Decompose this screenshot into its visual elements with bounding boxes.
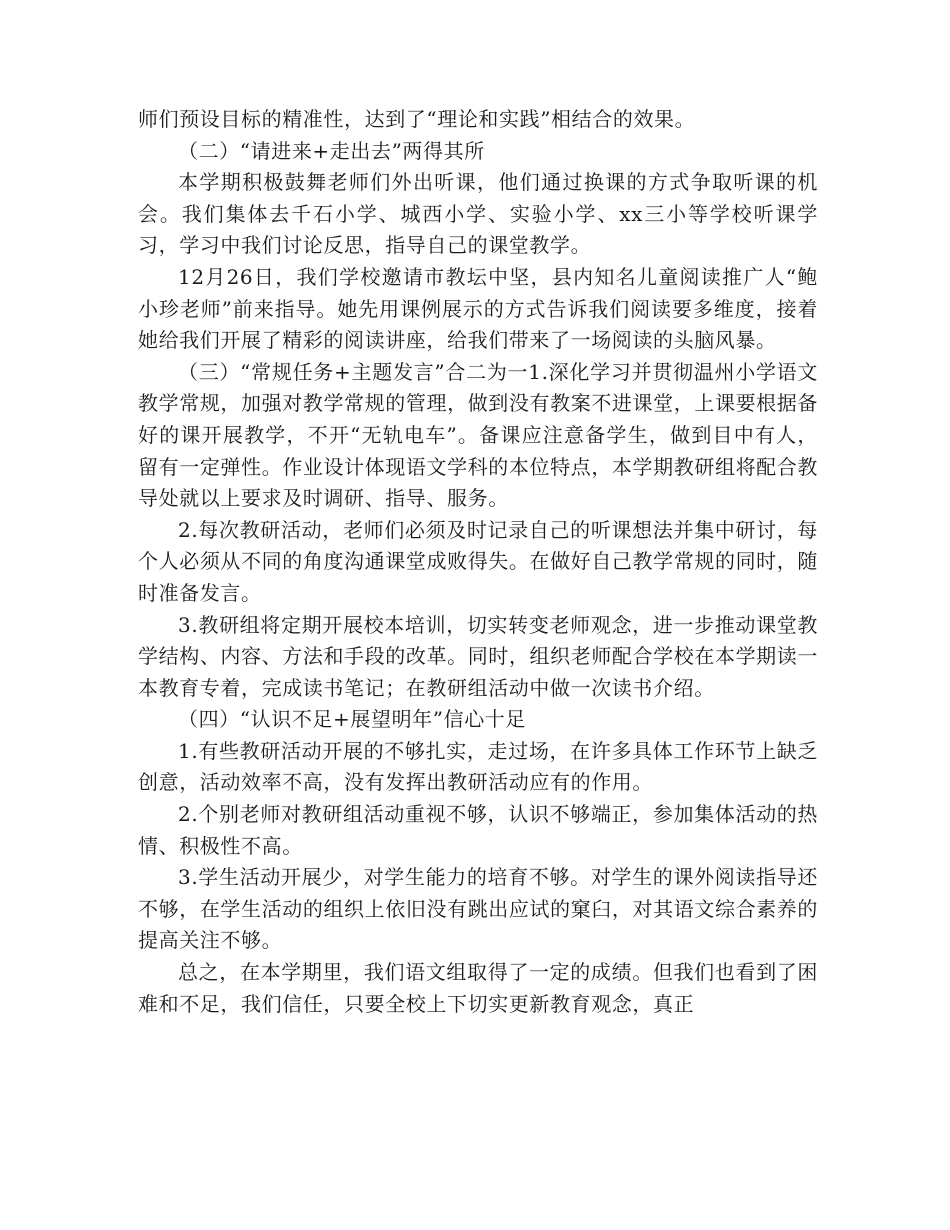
paragraph: 3.学生活动开展少，对学生能力的培育不够。对学生的课外阅读指导还不够，在学生活动的组织上依旧没有跳出应试的窠臼，对其语文综合素养的提高关注不够。	[138, 865, 818, 953]
paragraph: 12月26日，我们学校邀请市教坛中坚，县内知名儿童阅读推广人“鲍小珍老师”前来指导。她先用课例展示的方式告诉我们阅读要多维度，接着她给我们开展了精彩的阅读讲座，给我们带来了一场阅读的头脑风暴。	[138, 264, 818, 353]
section-heading-3-paragraph: （三）“常规任务+主题发言”合二为一1.深化学习并贯彻温州小学语文教学常规，加强对教学常规的管理，做到没有教案不进课堂，上课要根据备好的课开展教学，不开“无轨电车”。备课应注意备学生，做到目中有人，留有一定弹性。作业设计体现语文学科的本位特点，本学期教研组将配合教导处就以上要求及时调研、指导、服务。	[138, 359, 818, 511]
section-heading-2: （二）“请进来+走出去”两得其所	[178, 138, 485, 163]
paragraph: 1.有些教研活动开展的不够扎实，走过场，在许多具体工作环节上缺乏创意，活动效率不高，没有发挥出教研活动应有的作用。	[138, 738, 818, 795]
paragraph-continuation: 师们预设目标的精准性，达到了“理论和实践”相结合的效果。	[138, 107, 696, 131]
paragraph-summary: 总之，在本学期里，我们语文组取得了一定的成绩。但我们也看到了困难和不足，我们信任，只要全校上下切实更新教育观念，真正	[138, 960, 818, 1016]
section-heading-4: （四）“认识不足+展望明年”信心十足	[178, 707, 527, 732]
paragraph: 2.个别老师对教研组活动重视不够，认识不够端正，参加集体活动的热情、积极性不高。	[138, 802, 818, 858]
document-body	[138, 104, 818, 1020]
paragraph: 2.每次教研活动，老师们必须及时记录自己的听课想法并集中研讨，每个人必须从不同的角度沟通课堂成败得失。在做好自己教学常规的同时，随时准备发言。	[138, 517, 818, 605]
paragraph: 3.教研组将定期开展校本培训，切实转变老师观念，进一步推动课堂教学结构、内容、方法和手段的改革。同时，组织老师配合学校在本学期读一本教育专着，完成读书笔记；在教研组活动中做一次读书介绍。	[138, 612, 818, 700]
paragraph: 本学期积极鼓舞老师们外出听课，他们通过换课的方式争取听课的机会。我们集体去千石小学、城西小学、实验小学、xx三小等学校听课学习，学习中我们讨论反思，指导自己的课堂教学。	[138, 170, 818, 258]
